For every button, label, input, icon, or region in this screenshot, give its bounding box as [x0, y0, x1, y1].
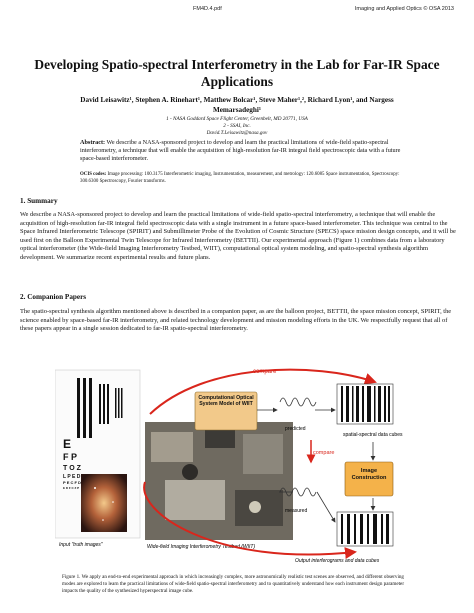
- ocis-text: Image processing: 100.3175 Interferometric imaging, Instrumentation, measurement, and metrology: 120.6085 Space instrumentation, Spectroscopy: 300.6300 Spectroscopy, Fourier transforms.: [80, 172, 400, 184]
- affiliation-1: 1 - NASA Goddard Space Flight Center, Greenbelt, MD 20771, USA: [166, 116, 308, 122]
- compare-top-label: compare: [253, 369, 277, 375]
- abstract: [80, 139, 410, 163]
- author-line-1: David Leisawitz¹, Stephen A. Rinehart¹, Matthew Bolcar¹, Steve Maher¹,², Richard Lyon¹, and Nargess: [80, 96, 394, 104]
- eye-chart-row: L P E D: [63, 474, 81, 480]
- input-label: Input "truth images": [59, 542, 103, 548]
- section-2-heading: 2. Companion Papers: [20, 293, 87, 301]
- testbed-label: Wide-field Imaging Interferometry Testbed (WIIT): [147, 544, 256, 550]
- affiliation-2: 2 - SSAI, Inc.: [223, 123, 251, 129]
- eye-chart-row: E: [63, 437, 72, 451]
- paper-title: Developing Spatio-spectral Interferometry in the Lab for Far-IR Space Applications: [34, 57, 440, 89]
- section-1-heading: 1. Summary: [20, 197, 58, 205]
- eye-chart-row: E D F C Z P: [63, 486, 80, 490]
- abstract-label: Abstract:: [80, 139, 106, 146]
- data-cubes-label: spatial-spectral data cubes: [343, 432, 403, 438]
- figure-caption: Figure 1. We apply an end-to-end experimental approach in which increasingly complex, more astronomically realistic test scenes are observed, and different observing modes are explored to learn the practical limitations of wide-field spatio-spectral interferometry and to quantitatively understand how each instrument design parameter impacts the quality of the synthesized hyperspectral image cube.: [62, 574, 405, 594]
- figure-1: [55, 362, 420, 572]
- data-cube-top: [337, 384, 393, 424]
- wiit-testbed-photo: [145, 422, 293, 550]
- author-line-2: Memarsadeghi¹: [212, 105, 262, 114]
- abstract-text: We describe a NASA-sponsored project to develop and learn the practical limitations of wide-field spatio-spectral interferometry, a technique that will enable the acquisition of high-resolution far-IR integral field spectroscopic data with a future space-based interferometer.: [80, 139, 401, 162]
- compare-mid-label: compare: [313, 450, 335, 456]
- optical-model-box: [195, 392, 257, 430]
- affiliations: [60, 116, 414, 137]
- ocis-codes: [80, 172, 410, 186]
- eye-chart-row: T O Z: [63, 465, 81, 472]
- section-1-body: We describe a NASA-sponsored project to develop and learn the practical limitations of wide-field spatio-spectral interferometry, a technique that will enable the acquisition of high-resolution far-IR integral field spectroscopic data with a single instrument in a future space-based interferometer. This technique was central to the Space Infrared Interferometric Telescope (SPIRIT) and Submillimeter Probe of the Evolution of Cosmic Structure (SPECS) space mission design concepts, and it will be used first on the Balloon Experimental Twin Telescope for Infrared Interferometry (BETTII). Our experimental approach (Figure 1) combines data from a laboratory optical interferometer (the Wide-field Imaging Interferometry Testbed, WIIT), computational optical system modeling, and spatio-spectral synthesis algorithm development. We summarize recent experimental results and future plans.: [20, 211, 456, 261]
- image-construction-label: Image Construction: [351, 468, 387, 481]
- measured-label: measured: [285, 508, 308, 514]
- contact-email: David.T.Leisawitz@nasa.gov: [206, 130, 268, 136]
- nebula-image: [81, 474, 127, 532]
- eye-chart-row: P E C F D: [63, 480, 81, 485]
- ocis-label: OCIS codes:: [80, 172, 107, 177]
- image-construction-box: [345, 462, 393, 496]
- author-list: [30, 96, 444, 115]
- model-box-label: Computational Optical System Model of WIIT: [198, 395, 254, 408]
- section-2-body: The spatio-spectral synthesis algorithm mentioned above is described in a companion paper, as are the balloon project, BETTII, the space mission concept, SPIRIT, the science enabled by space-based far-IR interferometry, and related technology development and mission modeling efforts in the UK. We respectfully request that all of these papers appear in a single session dedicated to far-IR spatio-spectral interferometry.: [20, 308, 452, 333]
- predicted-interferogram: [280, 398, 316, 432]
- header-left: FM4D.4.pdf: [193, 6, 222, 12]
- eye-chart-row: F P: [63, 452, 78, 462]
- data-cube-bottom: [337, 512, 393, 546]
- predicted-label: predicted: [285, 426, 306, 432]
- output-label: Output interferograms and data cubes: [295, 558, 380, 564]
- header-right: Imaging and Applied Optics © OSA 2013: [354, 6, 454, 12]
- input-truth-images: [55, 370, 140, 548]
